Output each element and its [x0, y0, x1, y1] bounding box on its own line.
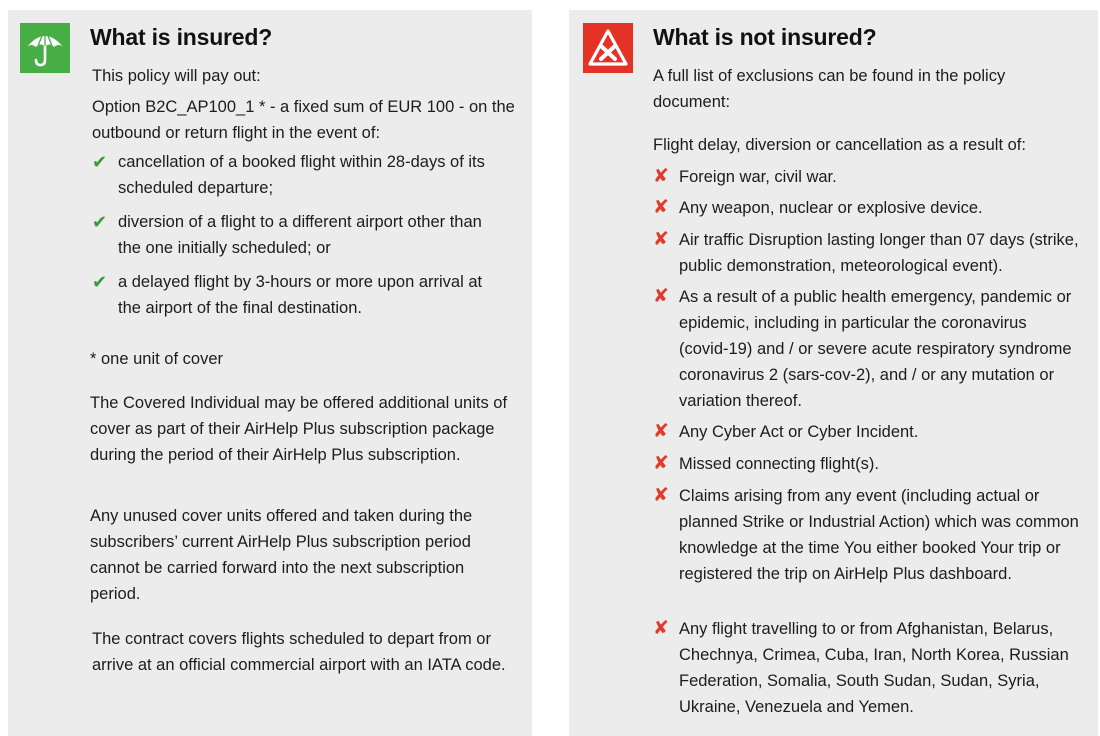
exclusion-item: ✘ Foreign war, civil war.: [653, 164, 1079, 190]
exclusion-item: ✘ Any Cyber Act or Cyber Incident.: [653, 419, 1079, 445]
exclusion-item: ✘ Any flight travelling to or from Afghanistan, Belarus, Chechnya, Crimea, Cuba, Iran, North Korea, Russian Federation, Somalia, South Sudan, Sudan, Syria, Ukraine, Venezuela and Yemen.: [653, 618, 1069, 716]
insured-panel: [8, 10, 532, 736]
check-icon: ✔: [92, 212, 108, 232]
warning-x-icon: [583, 23, 633, 73]
insured-para-2: Any unused cover units offered and taken during the subscribers’ current AirHelp Plus subscription period cannot be carried forward into the next subscription period.: [90, 507, 473, 603]
insured-title: What is insured?: [90, 24, 273, 50]
insured-para-3: The contract covers flights scheduled to depart from or arrive at an official commercial airport with an IATA code.: [92, 630, 506, 674]
exclusion-item: ✘ Air traffic Disruption lasting longer than 07 days (strike, public demonstration, meteorological event).: [653, 229, 1079, 275]
check-icon: ✔: [92, 152, 108, 172]
insured-item: ✔ cancellation of a booked flight within 28-days of its scheduled departure;: [92, 149, 508, 201]
umbrella-icon: [20, 23, 70, 73]
exclusion-item: ✘ As a result of a public health emergency, pandemic or epidemic, including in particular the coronavirus (covid-19) and / or severe acute respiratory syndrome coronavirus 2 (sars-cov-2), and / or any mutation or variation thereof.: [653, 286, 1072, 410]
not-insured-intro: A full list of exclusions can be found in the policy document:: [653, 67, 1006, 111]
not-insured-lead: Flight delay, diversion or cancellation as a result of:: [653, 136, 1026, 154]
insured-option: Option B2C_AP100_1 * - a fixed sum of EUR 100 - on the outbound or return flight in the event of:: [92, 98, 515, 142]
insured-item: ✔ diversion of a flight to a different airport other than the one initially scheduled; or: [92, 209, 508, 261]
cross-icon: ✘: [653, 286, 669, 307]
exclusion-item: ✘ Any weapon, nuclear or explosive device.: [653, 195, 1079, 221]
cross-icon: ✘: [653, 197, 669, 218]
exclusion-item: ✘ Claims arising from any event (including actual or planned Strike or Industrial Action) which was common knowledge at the time You either booked Your trip or registered the trip on AirHelp Plus dashboard.: [653, 485, 1079, 583]
cross-icon: ✘: [653, 485, 669, 506]
exclusion-item: ✘ Missed connecting flight(s).: [653, 451, 1079, 477]
not-insured-title: What is not insured?: [653, 24, 877, 50]
not-insured-panel: [569, 10, 1098, 736]
insured-para-1: The Covered Individual may be offered additional units of cover as part of their AirHelp Plus subscription package during the period of their AirHelp Plus subscription.: [90, 394, 508, 464]
cross-icon: ✘: [653, 618, 669, 639]
check-icon: ✔: [92, 272, 108, 292]
cross-icon: ✘: [653, 421, 669, 442]
cross-icon: ✘: [653, 229, 669, 250]
cross-icon: ✘: [653, 166, 669, 187]
insured-item: ✔ a delayed flight by 3-hours or more upon arrival at the airport of the final destination.: [92, 269, 508, 321]
cross-icon: ✘: [653, 453, 669, 474]
insured-footnote: * one unit of cover: [90, 350, 223, 368]
insured-intro: This policy will pay out:: [92, 67, 261, 85]
